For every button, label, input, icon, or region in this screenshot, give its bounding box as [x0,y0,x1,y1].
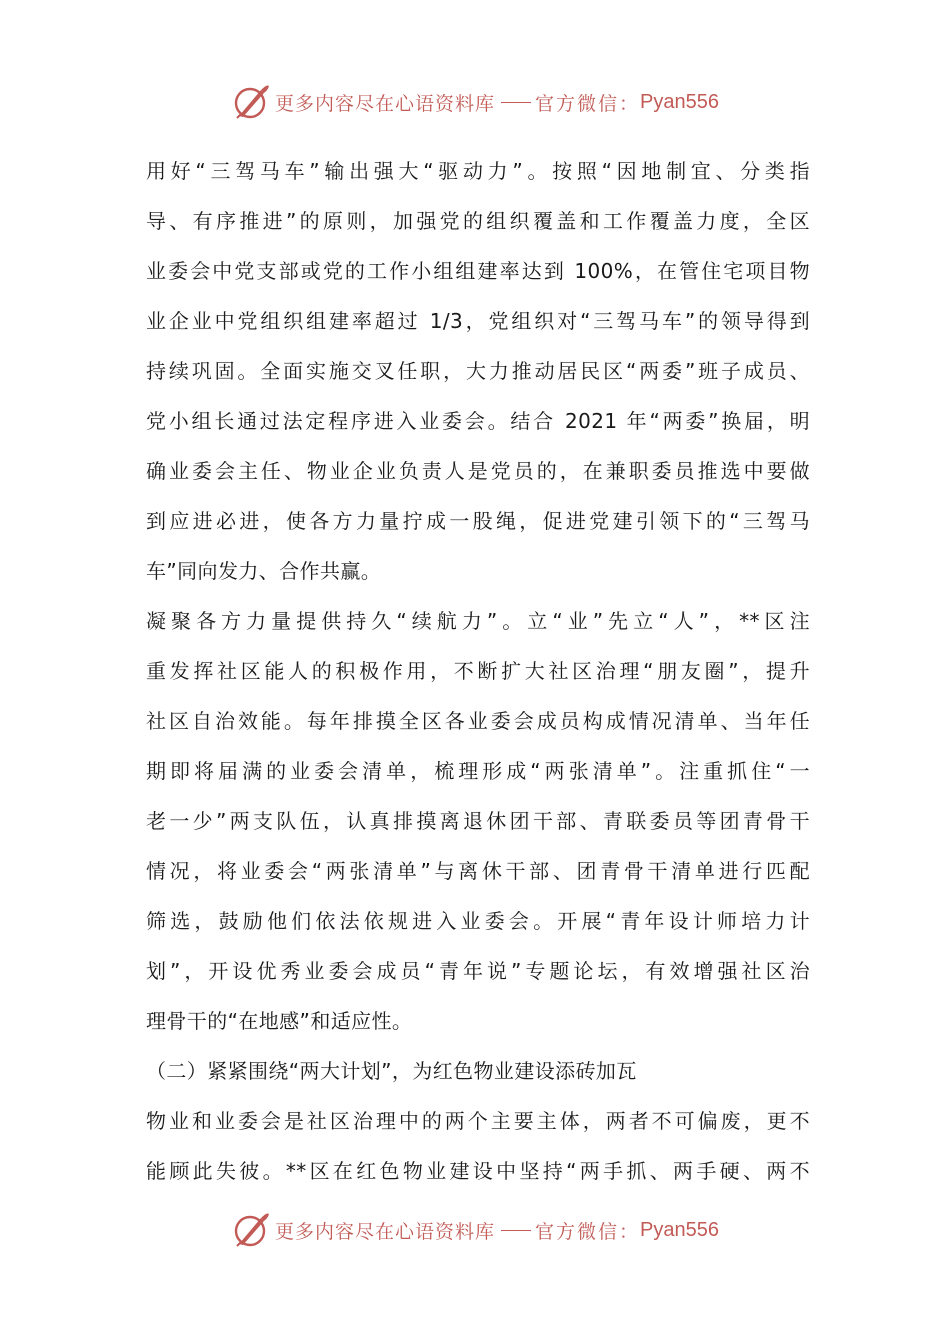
body-line: 筛选，鼓励他们依法依规进入业委会。开展“青年设计师培力计 [146,909,810,933]
document-body [146,146,810,1196]
body-line: 凝聚各方力量提供持久“续航力”。立“业”先立“人”，**区注 [146,609,810,633]
body-line: 理骨干的“在地感”和适应性。 [146,1009,413,1033]
body-line: 物业和业委会是社区治理中的两个主要主体，两者不可偏废，更不 [146,1109,810,1133]
quill-pen-logo-icon [231,1210,271,1250]
header-separator [501,102,531,103]
body-line: 业企业中党组织组建率超过 1/3，党组织对“三驾马车”的领导得到 [146,309,810,333]
body-line: 业委会中党支部或党的工作小组组建率达到 100%，在管住宅项目物 [146,259,810,283]
body-line: 党小组长通过法定程序进入业委会。结合 2021 年“两委”换届，明 [146,409,810,433]
body-line: 期即将届满的业委会清单，梳理形成“两张清单”。注重抓住“一 [146,759,810,783]
footer-wechat-label: 官方微信： [535,1220,641,1243]
footer-wechat-id: Pyan556 [640,1218,719,1241]
body-line: 能顾此失彼。**区在红色物业建设中坚持“两手抓、两手硬、两不 [146,1159,810,1183]
header-brand-text: 更多内容尽在心语资料库 [275,92,496,115]
quill-pen-logo-icon [231,82,271,122]
body-line: 重发挥社区能人的积极作用，不断扩大社区治理“朋友圈”，提升 [146,659,810,683]
body-line: 持续巩固。全面实施交叉任职，大力推动居民区“两委”班子成员、 [146,359,810,383]
body-line: 用好“三驾马车”输出强大“驱动力”。按照“因地制宜、分类指 [146,159,810,183]
footer-banner [0,1210,950,1250]
footer-separator [501,1230,531,1231]
header-banner [0,82,950,122]
body-line: 车”同向发力、合作共赢。 [146,559,382,583]
section-heading: （二）紧紧围绕“两大计划”，为红色物业建设添砖加瓦 [146,1059,637,1083]
body-line: 情况，将业委会“两张清单”与离休干部、团青骨干清单进行匹配 [146,859,810,883]
body-line: 确业委会主任、物业企业负责人是党员的，在兼职委员推选中要做 [146,459,810,483]
footer-brand-text: 更多内容尽在心语资料库 [275,1220,496,1243]
body-line: 社区自治效能。每年排摸全区各业委会成员构成情况清单、当年任 [146,709,810,733]
header-wechat-id: Pyan556 [640,90,719,113]
body-line: 老一少”两支队伍，认真排摸离退休团干部、青联委员等团青骨干 [146,809,810,833]
body-line: 到应进必进，使各方力量拧成一股绳，促进党建引领下的“三驾马 [146,509,810,533]
body-line: 导、有序推进”的原则，加强党的组织覆盖和工作覆盖力度，全区 [146,209,810,233]
header-wechat-label: 官方微信： [535,92,641,115]
body-line: 划”，开设优秀业委会成员“青年说”专题论坛，有效增强社区治 [146,959,810,983]
